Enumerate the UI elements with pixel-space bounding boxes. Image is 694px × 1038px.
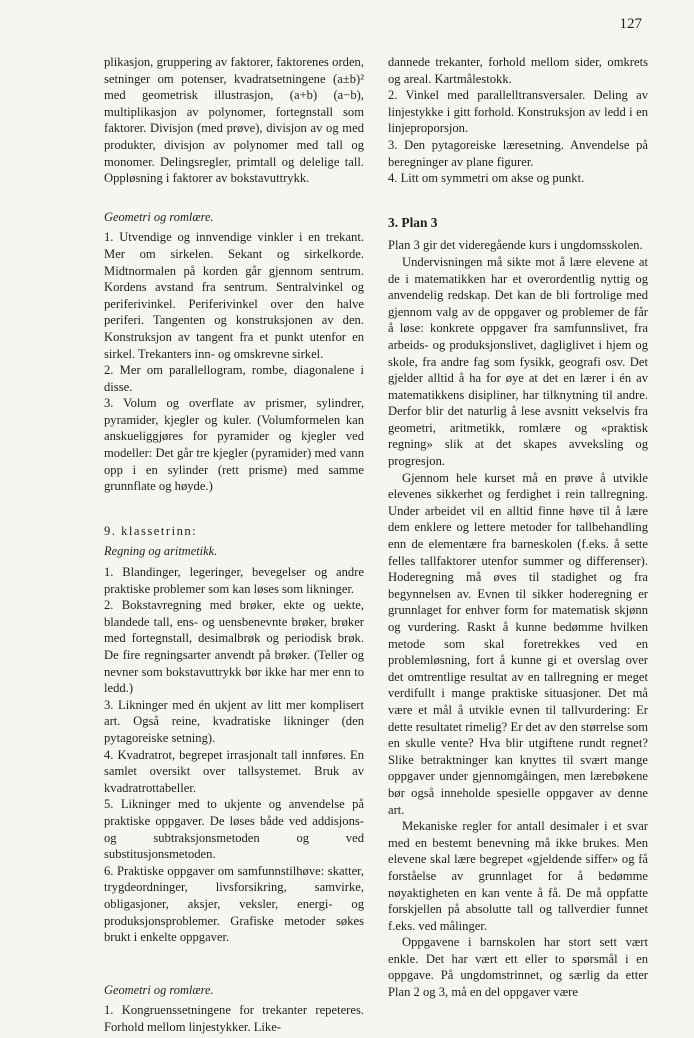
list-item: 2. Bokstavregning med brøker, ekte og uekte, blandede tall, ens- og uensbenevnte brøker, brøker med fortegnstall, desimalbrøk og periodisk brøk. De fire regningsarter anvendt på brøker. (Teller og nevner som bokstavuttrykk bør ikke har mer enn to ledd.) [104, 598, 364, 696]
section-heading-plan-3: 3. Plan 3 [388, 214, 438, 230]
grade-heading: 9. klassetrinn: [104, 523, 198, 538]
paragraph: Plan 3 gir det videregående kurs i ungdomsskolen. [388, 238, 643, 253]
page-number: 127 [619, 16, 642, 32]
list-item: 1. Utvendige og innvendige vinkler i en trekant. Mer om sirkelen. Sekant og sirkelkorde. Midtnormalen på korden går gjennom sentrum. Kordens avstand fra sentrum. Sentralvinkel og periferivinkel. Periferivinkel over den halve periferi. Tangenten og konstruksjonen av den. Konstruksjon av tangent fra et punkt utenfor en sirkel. Trekanters inn- og omskrevne sirkel. [104, 230, 364, 361]
list-item: 6. Praktiske oppgaver om samfunnstilhøve: skatter, trygdeordninger, livsforsikring, samvirke, obligasjoner, aksjer, veksler, energi- og produksjonsproblemer. Grafiske metoder søkes brukt i enkelte oppgaver. [104, 863, 364, 945]
right-column [388, 54, 648, 1001]
paragraph: Mekaniske regler for antall desimaler i et svar med en bestemt benevning må ikke brukes. Men elevene skal lære begrepet «gjeldende siffer» og få forståelse av grunnlaget for å bedømme nøyaktigheten en kan vente å få. De må oppfatte forskjellen på absolutte tall og tallverdier funnet f.eks. ved målinger. [388, 819, 648, 933]
list-item: 3. Volum og overflate av prismer, sylindrer, pyramider, kjegler og kuler. (Volumformelen kan anskueliggjøres for pyramider og kjegler ved modeller: Det går tre kjegler (pyramider) med vann opp i en sylinder (rett prisme) med samme grunnflate og høyde.) [104, 396, 364, 494]
list-item: 4. Litt om symmetri om akse og punkt. [388, 171, 585, 186]
list-item: 1. Kongruenssetningene for trekanter repeteres. Forhold mellom linjestykker. Like- [104, 1003, 364, 1034]
paragraph: Gjennom hele kurset må en prøve å utvikle elevenes sikkerhet og ferdighet i rein tallregning. Under arbeidet vil en alltid finne høve til å lære dem enklere og lettere metoder for tallbehandling enn de elementære fra barneskolen (f.eks. å sette felles tallfaktorer utenfor summer og differenser). Hoderegning må øves til stadighet og fra begynnelsen av. Evnen til sikker hoderegning er grunnlaget for enhver form for matematisk skjønn og vurdering. Raskt å kunne bedømme hvilken metode som skal foretrekkes ved en problemløsning, fort å kunne gi et overslag over det omtrentlige resultat av en tallregning er meget verdifullt i mange praktiske situasjoner. Det må være et mål å utvikle evnen til tallvurdering: Er dette resultatet rimelig? Er det av den størrelse som en skulle vente? Hva blir utgiftene rundt regnet? Slike betraktninger kan knyttes til svært mange oppgaver under gjennomgåingen, men lærebøkene bør også inneholde spesielle oppgaver av denne art. [388, 470, 648, 817]
list-item: 1. Blandinger, legeringer, bevegelser og andre praktiske problemer som kan løses som likninger. [104, 565, 364, 596]
left-column [104, 54, 364, 1035]
list-item: 5. Likninger med to ukjente og anvendelse på praktiske oppgaver. De løses både ved addisjons- og subtraksjonsmetoden og ved substitusjonsmetoden. [104, 797, 364, 862]
section-heading-arithmetic: Regning og aritmetikk. [104, 544, 218, 559]
list-item: 2. Mer om parallellogram, rombe, diagonalene i disse. [104, 363, 364, 394]
list-item: 3. Den pytagoreiske læresetning. Anvendelse på beregninger av plane figurer. [388, 137, 648, 169]
section-heading-geometry: Geometri og romlære. [104, 982, 214, 997]
paragraph: Undervisningen må sikte mot å lære elevene at de i matematikken har et overordentlig nyttig og anvendelig redskap. Det kan de bli fortrolige med gjennom valg av de oppgaver og problemer de får å løse: konkrete oppgaver fra samfunnslivet, fra arbeids- og produksjonslivet, dagliglivet i hjem og skole, fra andre fag som fysikk, geografi osv. Det gjelder alltid å ha for øye at det en lærer i én av matematikkens disipliner, har tilknytning til andre. Derfor blir det naturlig å lese avsnitt vekselvis fra geometri, aritmetikk, romlære og «praktisk regning» slik at det skapes avveksling og progresjon. [388, 254, 648, 469]
list-item: 2. Vinkel med parallelltransversaler. Deling av linjestykke i gitt forhold. Konstruksjon av ledd i en linjeproporsjon. [388, 88, 648, 136]
paragraph: Oppgavene i barnskolen har stort sett vært enkle. Det har vært ett eller to spørsmål i en oppgave. På ungdomstrinnet, og særlig da etter Plan 2 og 3, må en del oppgaver være [388, 935, 648, 1000]
paragraph: plikasjon, gruppering av faktorer, faktorenes orden, setninger om potenser, kvadratsetningene (a±b)² med geometrisk illustrasjon, (a+b) (a−b), multiplikasjon av polynomer, fortegnstall som faktorer. Divisjon (med prøve), divisjon av og med produkter, divisjon av polynomer med tall og monomer. Delingsregler, primtall og delelige tall. Oppløsning i faktorer av bokstavuttrykk. [104, 55, 364, 186]
list-item: 3. Likninger med én ukjent av litt mer komplisert art. Også reine, kvadratiske likninger (den pytagoreiske setning). [104, 697, 364, 745]
section-heading-geometry: Geometri og romlære. [104, 209, 214, 224]
list-item: dannede trekanter, forhold mellom sider, omkrets og areal. Kartmålestokk. [388, 55, 648, 86]
list-item: 4. Kvadratrot, begrepet irrasjonalt tall innføres. En samlet oversikt over tallsystemet. Bruk av kvadratrottabeller. [104, 747, 364, 795]
